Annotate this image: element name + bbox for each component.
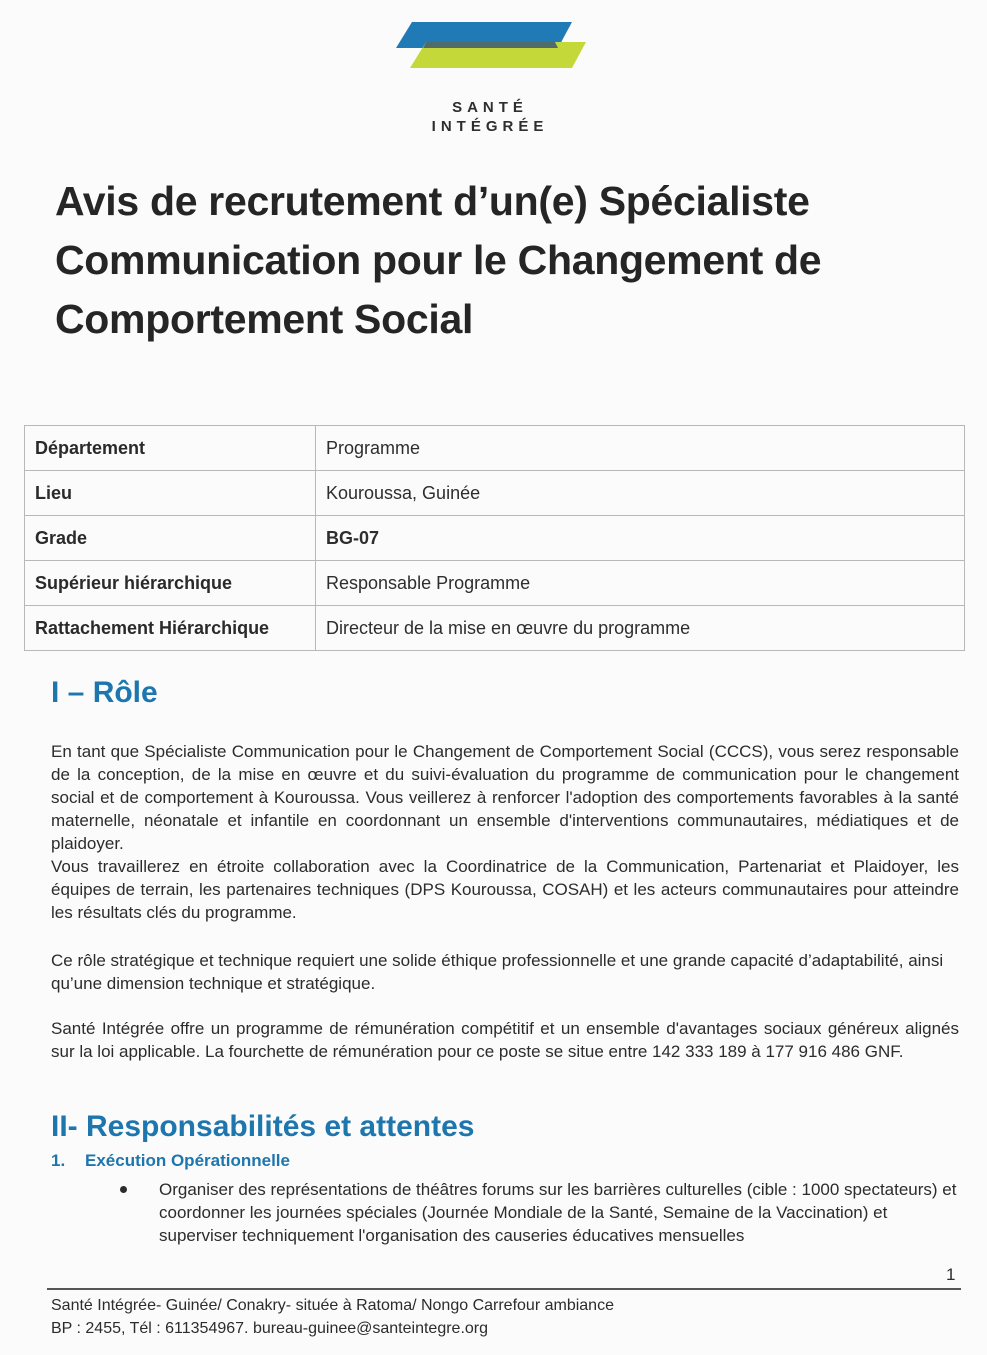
footer-divider: [47, 1288, 961, 1290]
row-label: Département: [25, 426, 316, 471]
logo-stripes-icon: [390, 20, 590, 100]
row-label: Lieu: [25, 471, 316, 516]
row-value: Responsable Programme: [316, 561, 965, 606]
footer: [51, 1294, 614, 1340]
responsibility-list: [118, 1178, 958, 1247]
row-label: Supérieur hiérarchique: [25, 561, 316, 606]
table-row: [25, 561, 965, 606]
footer-contact: BP : 2455, Tél : 611354967. bureau-guinee@santeintegre.org: [51, 1320, 489, 1337]
table-row: [25, 516, 965, 561]
role-paragraph-4: Santé Intégrée offre un programme de rémunération compétitif et un ensemble d'avantages sociaux généreux alignés sur la loi applicable. La fourchette de rémunération pour ce poste se situe entre 142 333 189 à 177 916 486 GNF.: [51, 1019, 959, 1061]
role-paragraph-3: Ce rôle stratégique et technique requiert une solide éthique professionnelle et une grande capacité d’adaptabilité, ainsi qu’une dimension technique et stratégique.: [51, 951, 944, 993]
row-label: Grade: [25, 516, 316, 561]
row-label: Rattachement Hiérarchique: [25, 606, 316, 651]
subsection-heading: [51, 1151, 290, 1171]
logo-line-2: INTÉGRÉE: [431, 118, 549, 135]
list-item: [118, 1178, 958, 1247]
subsection-number: 1.: [51, 1151, 66, 1170]
row-value: BG-07: [316, 516, 965, 561]
subsection-title: Exécution Opérationnelle: [85, 1151, 290, 1170]
logo-line-1: SANTÉ: [452, 99, 528, 116]
table-row: [25, 471, 965, 516]
santé-intégrée-logo: [390, 20, 590, 135]
row-value: Kouroussa, Guinée: [316, 471, 965, 516]
list-item-text: Organiser des représentations de théâtres forums sur les barrières culturelles (cible : 1000 spectateurs) et coordonner les journées spéciales (Journée Mondiale de la Santé, Semaine de la Vaccination) et superviser techniquement l'organisation des causeries éducatives mensuelles: [159, 1180, 957, 1245]
footer-address: Santé Intégrée- Guinée/ Conakry- située à Ratoma/ Nongo Carrefour ambiance: [51, 1297, 614, 1314]
section-heading-responsibilities: II- Responsabilités et attentes: [51, 1110, 475, 1143]
role-paragraph-2: Vous travaillerez en étroite collaboration avec la Coordinatrice de la Communication, Partenariat et Plaidoyer, les équipes de terrain, les partenaires techniques (DPS Kouroussa, COSAH) et les acteurs communautaires pour atteindre les résultats clés du programme.: [51, 857, 959, 922]
row-value: Programme: [316, 426, 965, 471]
logo-text: [390, 98, 590, 136]
table-row: [25, 606, 965, 651]
page-title: Avis de recrutement d’un(e) Spécialiste Communication pour le Changement de Comportement Social: [55, 178, 822, 342]
table-row: [25, 426, 965, 471]
row-value: Directeur de la mise en œuvre du programme: [316, 606, 965, 651]
section-heading-role: I – Rôle: [51, 676, 158, 709]
bullet-icon: [120, 1186, 127, 1193]
role-paragraph-1: En tant que Spécialiste Communication pour le Changement de Comportement Social (CCCS), vous serez responsable de la conception, de la mise en œuvre et du suivi-évaluation du programme de communication pour le changement social et de comportement à Kouroussa. Vous veillerez à renforcer l'adoption des comportements favorables à la santé maternelle, néonatale et infantile en coordonnant un ensemble d'interventions communautaires, médiatiques et de plaidoyer.: [51, 742, 959, 853]
job-info-table: [24, 425, 965, 651]
page-number: 1: [946, 1265, 956, 1284]
